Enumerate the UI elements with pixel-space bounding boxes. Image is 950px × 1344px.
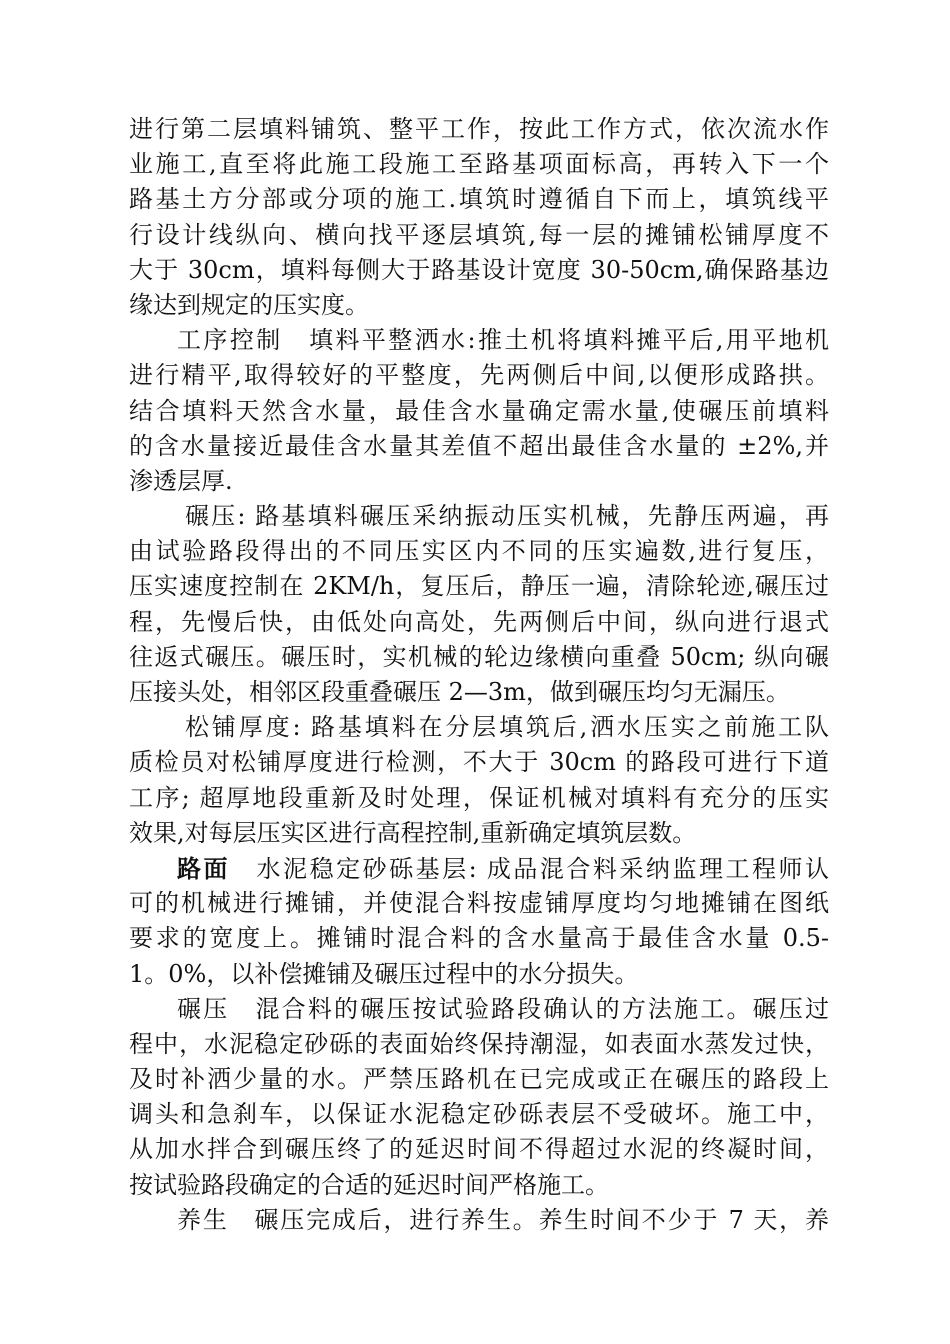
text-line: 调头和急刹车，以保证水泥稳定砂砾表层不受破坏。施工中， — [129, 1100, 829, 1129]
section-heading: 路面 — [177, 853, 231, 883]
text-line: 质检员对松铺厚度进行检测，不大于 30cm 的路段可进行下道 — [129, 748, 829, 777]
text-line: 1。0%，以补偿摊铺及碾压过程中的水分损失。 — [129, 959, 639, 988]
section-heading: 养生 — [177, 1205, 229, 1234]
section-heading: 碾压 — [177, 994, 230, 1023]
text-line: 要求的宽度上。摊铺时混合料的含水量高于最佳含水量 0.5- — [129, 924, 829, 953]
text-line: 压接头处，相邻区段重叠碾压 2—3m，做到碾压均匀无漏压。 — [129, 678, 790, 706]
text-line: 业施工,直至将此施工段施工至路基项面标高，再转入下一个 — [129, 150, 829, 179]
text-line: 压实速度控制在 2KM/h，复压后，静压一遍，清除轮迹,碾压过 — [129, 572, 829, 601]
paragraph-curing — [129, 1203, 829, 1238]
document-body — [129, 112, 829, 1238]
text-line — [129, 851, 829, 886]
text-run: 填料平整洒水:推土机将填料摊平后,用平地机 — [306, 326, 829, 355]
text-line: 结合填料天然含水量，最佳含水量确定需水量,使碾压前填料 — [129, 396, 829, 425]
paragraph-process-control — [129, 323, 829, 499]
section-heading: 工序控制 — [177, 326, 283, 355]
text-line: 程，先慢后快，由低处向高处，先两侧后中间，纵向进行退式 — [129, 607, 829, 636]
text-line: 效果,对每层压实区进行高程控制,重新确定填筑层数。 — [129, 818, 697, 847]
text-line: 进行第二层填料铺筑、整平工作，按此工作方式，依次流水作 — [129, 115, 829, 143]
paragraph-compaction — [129, 499, 829, 710]
text-line: 渗透层厚. — [129, 466, 233, 495]
text-line: 从加水拌合到碾压终了的延迟时间不得超过水泥的终凝时间， — [129, 1135, 829, 1164]
text-line: 往返式碾压。碾压时，实机械的轮边缘横向重叠 50cm; 纵向碾 — [129, 642, 829, 671]
text-run: 碾压完成后，进行养生。养生时间不少于 7 天，养 — [252, 1205, 829, 1234]
text-line: 进行精平,取得较好的平整度，先两侧后中间,以便形成路拱。 — [129, 361, 829, 390]
paragraph-mix-compaction — [129, 992, 829, 1203]
text-line — [129, 1203, 829, 1238]
text-line: 按试验路段确定的合适的延迟时间严格施工。 — [129, 1170, 609, 1199]
text-line: 程中，水泥稳定砂砾的表面始终保持潮湿，如表面水蒸发过快， — [129, 1029, 829, 1058]
text-run: 混合料的碾压按试验路段确认的方法施工。碾压过 — [253, 994, 829, 1023]
text-line — [129, 992, 829, 1027]
paragraph-fill-intro — [129, 112, 829, 323]
text-line: 工序; 超厚地段重新及时处理，保证机械对填料有充分的压实 — [129, 783, 829, 812]
text-line: 大于 30cm，填料每侧大于路基设计宽度 30-50cm,确保路基边 — [129, 255, 829, 284]
paragraph-pavement — [129, 851, 829, 992]
text-line — [129, 323, 829, 358]
text-line: 可的机械进行摊铺，并使混合料按虚铺厚度均匀地摊铺在图纸 — [129, 889, 829, 918]
text-line: 碾压: 路基填料碾压采纳振动压实机械，先静压两遍，再 — [185, 502, 829, 531]
text-line: 缘达到规定的压实度。 — [129, 290, 369, 319]
text-run: 水泥稳定砂砾基层: 成品混合料采纳监理工程师认 — [254, 854, 829, 883]
text-line: 路基土方分部或分项的施工.填筑时遵循自下而上，填筑线平 — [129, 185, 829, 214]
paragraph-loose-thickness — [129, 710, 829, 851]
text-line: 及时补洒少量的水。严禁压路机在已完成或正在碾压的路段上 — [129, 1065, 829, 1094]
text-line: 由试验路段得出的不同压实区内不同的压实遍数,进行复压， — [129, 537, 829, 566]
text-line: 行设计线纵向、横向找平逐层填筑,每一层的摊铺松铺厚度不 — [129, 220, 829, 249]
text-line: 的含水量接近最佳含水量其差值不超出最佳含水量的 ±2%,并 — [129, 431, 829, 460]
text-line: 松铺厚度: 路基填料在分层填筑后,洒水压实之前施工队 — [185, 713, 829, 742]
